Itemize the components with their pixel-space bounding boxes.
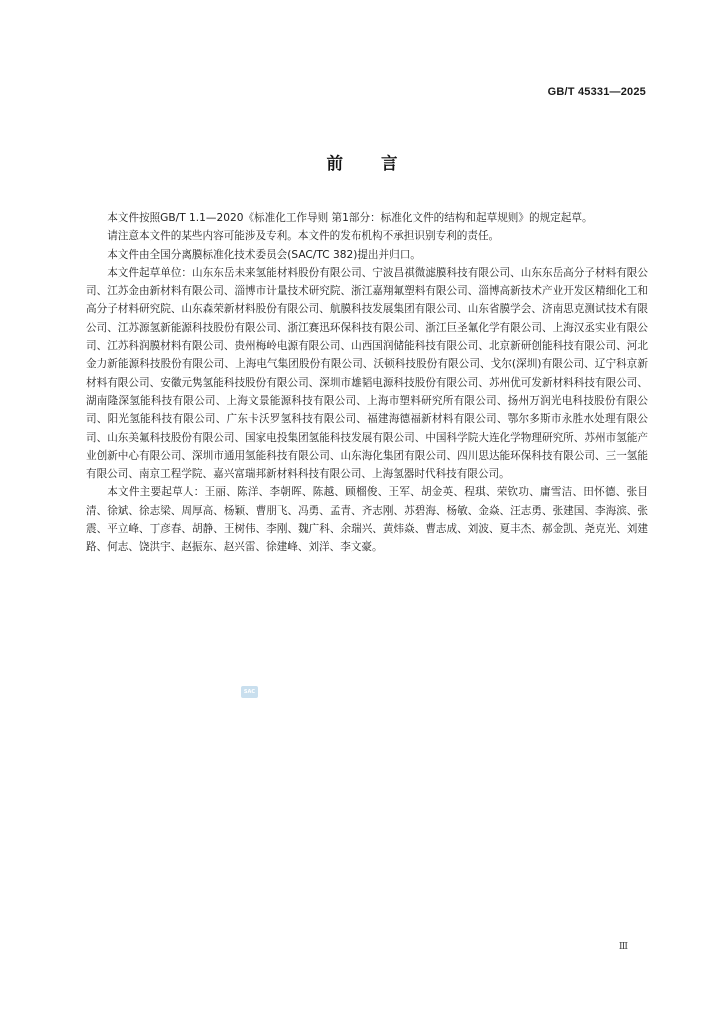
paragraph-drafting-units: 本文件起草单位：山东东岳未来氢能材料股份有限公司、宁波昌祺微滤膜科技有限公司、山东东岳高分子材料有限公司、江苏金由新材料有限公司、淄博市计量技术研究院、浙江嘉翔氟塑料有限公司、淄博高新技术产业开发区精细化工和高分子材料研究院、山东森荣新材料股份有限公司、航膜科技发展集团有限公司、山东省膜学会、济南思克测试技术有限公司、江苏源氢新能源科技股份有限公司、浙江赛迅环保科技有限公司、浙江巨圣氟化学有限公司、上海汉丞实业有限公司、江苏科润膜材料有限公司、贵州梅岭电源有限公司、山西国润储能科技有限公司、北京新研创能科技有限公司、河北金力新能源科技股份有限公司、上海电气集团股份有限公司、沃顿科技股份有限公司、戈尔(深圳)有限公司、辽宁科京新材料有限公司、安徽元隽氢能科技股份有限公司、深圳市雄韬电源科技股份有限公司、苏州优可发新材料科技有限公司、湖南隆深氢能科技有限公司、上海文景能源科技有限公司、上海市塑料研究所有限公司、扬州万润光电科技股份有限公司、阳光氢能科技有限公司、广东卡沃罗氢科技有限公司、福建海德福新材料有限公司、鄂尔多斯市永胜水处理有限公司、山东美氟科技股份有限公司、国家电投集团氢能科技发展有限公司、中国科学院大连化学物理研究所、苏州市氢能产业创新中心有限公司、深圳市通用氢能科技有限公司、山东海化集团有限公司、四川思达能环保科技有限公司、三一氢能有限公司、南京工程学院、嘉兴富瑞邦新材料科技有限公司、上海氢器时代科技有限公司。 (86, 266, 648, 481)
paragraph-proposer: 本文件由全国分离膜标准化技术委员会(SAC/TC 382)提出并归口。 (107, 248, 421, 261)
paragraph-drafters: 本文件主要起草人：王丽、陈洋、李朝晖、陈越、顾榴俊、王军、胡金英、程琪、荣钦功、庸雪洁、田怀德、张目清、徐斌、徐志梁、周厚高、杨颖、曹朋飞、冯勇、孟青、齐志刚、苏碧海、杨敏、金焱、汪志勇、张建国、李海滨、张震、平立峰、丁彦春、胡静、王树伟、李刚、魏广科、余瑞兴、黄炜焱、曹志成、刘波、夏丰杰、郝金凯、尧克光、刘建路、何志、饶洪宇、赵振东、赵兴雷、徐建峰、刘洋、李文豪。 (86, 486, 648, 554)
paragraph-patent-notice: 请注意本文件的某些内容可能涉及专利。本文件的发布机构不承担识别专利的责任。 (107, 230, 500, 243)
paragraph-drafting-rules: 本文件按照GB/T 1.1—2020《标准化工作导则 第1部分：标准化文件的结构和起草规则》的规定起草。 (107, 212, 593, 224)
document-body (86, 209, 648, 557)
sac-watermark-logo: SAC (241, 686, 258, 698)
page-title: 前言 (326, 154, 436, 173)
page-number: Ⅲ (618, 941, 628, 952)
standard-number: GB/T 45331—2025 (547, 86, 646, 98)
